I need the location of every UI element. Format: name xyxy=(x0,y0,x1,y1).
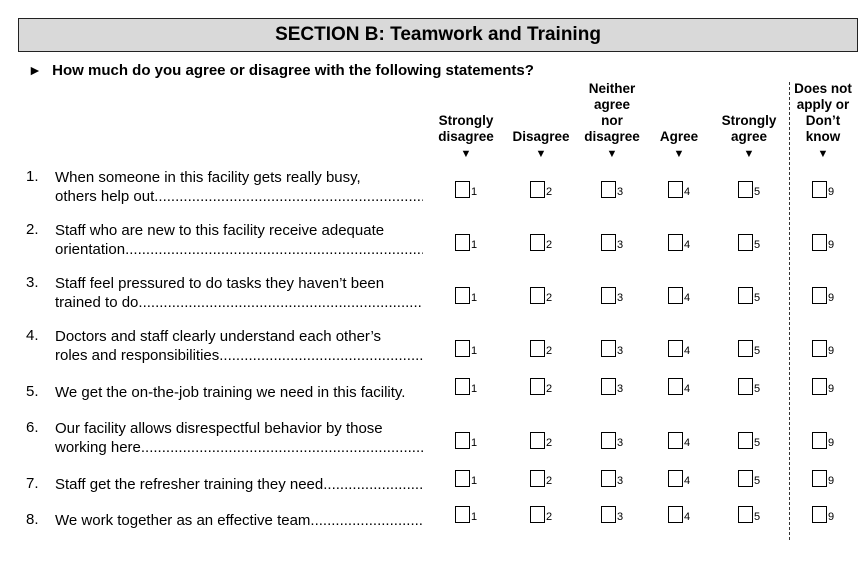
statement-number: 1. xyxy=(26,168,39,185)
statement-number: 4. xyxy=(26,327,39,344)
checkbox-square[interactable] xyxy=(738,340,753,357)
checkbox-square[interactable] xyxy=(601,470,616,487)
statement-text xyxy=(55,221,423,259)
response-checkbox-9[interactable] xyxy=(812,234,834,251)
response-checkbox-3[interactable] xyxy=(601,287,623,304)
statement-number: 2. xyxy=(26,221,39,238)
response-code: 9 xyxy=(828,239,835,251)
response-code: 9 xyxy=(828,511,835,523)
statement-line-2: We work together as an effective team xyxy=(55,512,311,529)
response-code: 2 xyxy=(546,239,553,251)
checkbox-square[interactable] xyxy=(812,506,827,523)
response-code: 9 xyxy=(828,186,835,198)
response-code: 3 xyxy=(617,292,624,304)
response-code: 4 xyxy=(684,239,691,251)
response-checkbox-3[interactable] xyxy=(601,432,623,449)
response-code: 4 xyxy=(684,292,691,304)
response-code: 4 xyxy=(684,345,691,357)
arrow-down-icon: ▼ xyxy=(535,148,547,160)
response-checkbox-1[interactable] xyxy=(455,470,477,487)
statement-number: 7. xyxy=(26,475,39,492)
checkbox-square[interactable] xyxy=(668,378,683,395)
checkbox-square[interactable] xyxy=(530,340,545,357)
response-code: 3 xyxy=(617,383,624,395)
statement-text xyxy=(55,419,423,457)
dot-leader xyxy=(323,475,423,494)
response-code: 9 xyxy=(828,437,835,449)
response-checkbox-9[interactable] xyxy=(812,506,834,523)
checkbox-square[interactable] xyxy=(812,470,827,487)
column-header-2 xyxy=(501,129,581,162)
arrow-right-icon: ► xyxy=(28,62,42,78)
column-header-label: know xyxy=(805,129,841,144)
response-checkbox-9[interactable] xyxy=(812,340,834,357)
response-checkbox-2[interactable] xyxy=(530,181,552,198)
checkbox-square[interactable] xyxy=(530,432,545,449)
response-code: 2 xyxy=(546,345,553,357)
statement-text xyxy=(55,327,423,365)
response-code: 5 xyxy=(754,239,761,251)
response-checkbox-9[interactable] xyxy=(812,432,834,449)
statement-text xyxy=(55,511,423,530)
response-code: 9 xyxy=(828,345,835,357)
response-code: 4 xyxy=(684,383,691,395)
response-code: 5 xyxy=(754,345,761,357)
checkbox-square[interactable] xyxy=(530,378,545,395)
response-code: 2 xyxy=(546,511,553,523)
arrow-down-icon: ▼ xyxy=(460,148,472,160)
response-code: 1 xyxy=(471,345,478,357)
response-code: 9 xyxy=(828,475,835,487)
column-header-label: Don’t xyxy=(805,113,841,128)
response-code: 5 xyxy=(754,437,761,449)
response-code: 1 xyxy=(471,511,478,523)
response-code: 9 xyxy=(828,383,835,395)
column-header-label: nor xyxy=(601,113,623,128)
statement-number: 6. xyxy=(26,419,39,436)
checkbox-square[interactable] xyxy=(668,340,683,357)
response-checkbox-4[interactable] xyxy=(668,378,690,395)
response-checkbox-9[interactable] xyxy=(812,378,834,395)
statement-line-1: Our facility allows disrespectful behavior by those xyxy=(55,420,383,437)
dot-leader xyxy=(141,438,423,457)
checkbox-square[interactable] xyxy=(812,234,827,251)
response-checkbox-1[interactable] xyxy=(455,432,477,449)
response-checkbox-2[interactable] xyxy=(530,470,552,487)
column-header-label: Strongly xyxy=(721,113,777,128)
response-checkbox-1[interactable] xyxy=(455,181,477,198)
arrow-down-icon: ▼ xyxy=(606,148,618,160)
statement-number: 3. xyxy=(26,274,39,291)
column-header-1 xyxy=(426,113,506,162)
column-header-6 xyxy=(783,81,863,162)
dot-leader xyxy=(138,293,423,312)
response-code: 9 xyxy=(828,292,835,304)
question-text: How much do you agree or disagree with the following statements? xyxy=(52,62,534,79)
response-code: 5 xyxy=(754,186,761,198)
checkbox-square[interactable] xyxy=(455,378,470,395)
checkbox-square[interactable] xyxy=(738,234,753,251)
statement-line-2: roles and responsibilities xyxy=(55,347,220,364)
response-code: 1 xyxy=(471,239,478,251)
section-title: SECTION B: Teamwork and Training xyxy=(18,18,858,52)
response-checkbox-2[interactable] xyxy=(530,234,552,251)
response-checkbox-3[interactable] xyxy=(601,506,623,523)
response-code: 3 xyxy=(617,239,624,251)
column-header-label: Neither xyxy=(588,81,636,96)
checkbox-square[interactable] xyxy=(738,470,753,487)
checkbox-square[interactable] xyxy=(455,340,470,357)
response-checkbox-5[interactable] xyxy=(738,378,760,395)
response-checkbox-5[interactable] xyxy=(738,340,760,357)
checkbox-square[interactable] xyxy=(601,378,616,395)
checkbox-square[interactable] xyxy=(601,181,616,198)
response-checkbox-1[interactable] xyxy=(455,234,477,251)
response-checkbox-2[interactable] xyxy=(530,340,552,357)
dot-leader xyxy=(154,187,423,206)
response-checkbox-1[interactable] xyxy=(455,506,477,523)
response-checkbox-5[interactable] xyxy=(738,506,760,523)
checkbox-square[interactable] xyxy=(812,340,827,357)
response-checkbox-9[interactable] xyxy=(812,287,834,304)
response-code: 3 xyxy=(617,345,624,357)
column-header-label: disagree xyxy=(438,129,494,144)
response-checkbox-4[interactable] xyxy=(668,181,690,198)
checkbox-square[interactable] xyxy=(530,234,545,251)
response-checkbox-4[interactable] xyxy=(668,234,690,251)
statement-text xyxy=(55,475,423,494)
statement-text xyxy=(55,274,423,312)
checkbox-square[interactable] xyxy=(738,181,753,198)
arrow-down-icon: ▼ xyxy=(743,148,755,160)
column-header-5 xyxy=(709,113,789,162)
response-code: 3 xyxy=(617,475,624,487)
column-divider xyxy=(789,82,790,540)
response-code: 3 xyxy=(617,437,624,449)
response-checkbox-4[interactable] xyxy=(668,340,690,357)
statement-line-2: Staff get the refresher training they need xyxy=(55,476,324,493)
response-code: 4 xyxy=(684,511,691,523)
statement-line-1: When someone in this facility gets really busy, xyxy=(55,169,361,186)
checkbox-square[interactable] xyxy=(530,470,545,487)
response-checkbox-4[interactable] xyxy=(668,506,690,523)
checkbox-square[interactable] xyxy=(601,432,616,449)
checkbox-square[interactable] xyxy=(668,506,683,523)
response-code: 2 xyxy=(546,292,553,304)
checkbox-square[interactable] xyxy=(455,506,470,523)
checkbox-square[interactable] xyxy=(455,432,470,449)
response-checkbox-5[interactable] xyxy=(738,470,760,487)
dot-leader xyxy=(219,346,423,365)
checkbox-square[interactable] xyxy=(812,432,827,449)
response-code: 2 xyxy=(546,475,553,487)
statement-text xyxy=(55,168,423,206)
statement-line-1: Staff feel pressured to do tasks they haven’t been xyxy=(55,275,385,292)
response-checkbox-5[interactable] xyxy=(738,432,760,449)
statement-line-2: We get the on-the-job training we need in this facility. xyxy=(55,384,406,401)
response-code: 1 xyxy=(471,186,478,198)
response-checkbox-4[interactable] xyxy=(668,470,690,487)
checkbox-square[interactable] xyxy=(668,470,683,487)
arrow-down-icon: ▼ xyxy=(817,148,829,160)
column-header-label: agree xyxy=(730,129,768,144)
statement-number: 8. xyxy=(26,511,39,528)
response-checkbox-4[interactable] xyxy=(668,432,690,449)
response-code: 5 xyxy=(754,292,761,304)
column-header-label: agree xyxy=(593,97,631,112)
response-code: 4 xyxy=(684,437,691,449)
checkbox-square[interactable] xyxy=(601,506,616,523)
response-checkbox-3[interactable] xyxy=(601,340,623,357)
checkbox-square[interactable] xyxy=(668,234,683,251)
checkbox-square[interactable] xyxy=(668,432,683,449)
response-checkbox-3[interactable] xyxy=(601,378,623,395)
response-code: 4 xyxy=(684,186,691,198)
checkbox-square[interactable] xyxy=(812,287,827,304)
response-code: 2 xyxy=(546,383,553,395)
statement-line-2: trained to do xyxy=(55,294,139,311)
checkbox-square[interactable] xyxy=(455,234,470,251)
checkbox-square[interactable] xyxy=(738,432,753,449)
column-header-label: Agree xyxy=(659,129,699,144)
statement-line-2: orientation xyxy=(55,241,126,258)
checkbox-square[interactable] xyxy=(530,181,545,198)
column-header-4 xyxy=(639,129,719,162)
statement-line-2: working here xyxy=(55,439,141,456)
checkbox-square[interactable] xyxy=(668,287,683,304)
checkbox-square[interactable] xyxy=(668,181,683,198)
response-checkbox-2[interactable] xyxy=(530,506,552,523)
response-checkbox-3[interactable] xyxy=(601,181,623,198)
checkbox-square[interactable] xyxy=(812,378,827,395)
response-code: 2 xyxy=(546,186,553,198)
response-checkbox-5[interactable] xyxy=(738,234,760,251)
dot-leader xyxy=(310,511,423,530)
checkbox-square[interactable] xyxy=(455,181,470,198)
statement-line-1: Staff who are new to this facility receive adequate xyxy=(55,222,385,239)
response-checkbox-1[interactable] xyxy=(455,340,477,357)
checkbox-square[interactable] xyxy=(601,340,616,357)
response-code: 5 xyxy=(754,383,761,395)
checkbox-square[interactable] xyxy=(738,378,753,395)
statement-line-2: others help out xyxy=(55,188,155,205)
response-code: 2 xyxy=(546,437,553,449)
checkbox-square[interactable] xyxy=(601,287,616,304)
response-checkbox-2[interactable] xyxy=(530,287,552,304)
response-checkbox-5[interactable] xyxy=(738,287,760,304)
response-code: 4 xyxy=(684,475,691,487)
response-checkbox-9[interactable] xyxy=(812,470,834,487)
response-checkbox-1[interactable] xyxy=(455,287,477,304)
statement-line-1: Doctors and staff clearly understand each other’s xyxy=(55,328,382,345)
column-header-label: Strongly xyxy=(438,113,494,128)
response-checkbox-9[interactable] xyxy=(812,181,834,198)
statement-number: 5. xyxy=(26,383,39,400)
checkbox-square[interactable] xyxy=(738,506,753,523)
column-header-label: apply or xyxy=(796,97,850,112)
checkbox-square[interactable] xyxy=(455,470,470,487)
dot-leader xyxy=(125,240,423,259)
column-header-label: Does not xyxy=(794,81,852,96)
checkbox-square[interactable] xyxy=(812,181,827,198)
arrow-down-icon: ▼ xyxy=(673,148,685,160)
column-header-label: Disagree xyxy=(512,129,570,144)
statement-text xyxy=(55,383,423,402)
response-checkbox-1[interactable] xyxy=(455,378,477,395)
response-code: 5 xyxy=(754,475,761,487)
checkbox-square[interactable] xyxy=(530,287,545,304)
response-checkbox-4[interactable] xyxy=(668,287,690,304)
checkbox-square[interactable] xyxy=(601,234,616,251)
response-code: 3 xyxy=(617,511,624,523)
checkbox-square[interactable] xyxy=(530,506,545,523)
response-code: 1 xyxy=(471,437,478,449)
checkbox-square[interactable] xyxy=(738,287,753,304)
response-code: 3 xyxy=(617,186,624,198)
response-code: 1 xyxy=(471,383,478,395)
response-checkbox-2[interactable] xyxy=(530,378,552,395)
response-checkbox-3[interactable] xyxy=(601,470,623,487)
response-code: 5 xyxy=(754,511,761,523)
response-code: 1 xyxy=(471,292,478,304)
response-checkbox-2[interactable] xyxy=(530,432,552,449)
response-checkbox-5[interactable] xyxy=(738,181,760,198)
checkbox-square[interactable] xyxy=(455,287,470,304)
question-prompt xyxy=(28,62,534,79)
response-code: 1 xyxy=(471,475,478,487)
response-checkbox-3[interactable] xyxy=(601,234,623,251)
column-header-label: disagree xyxy=(584,129,640,144)
